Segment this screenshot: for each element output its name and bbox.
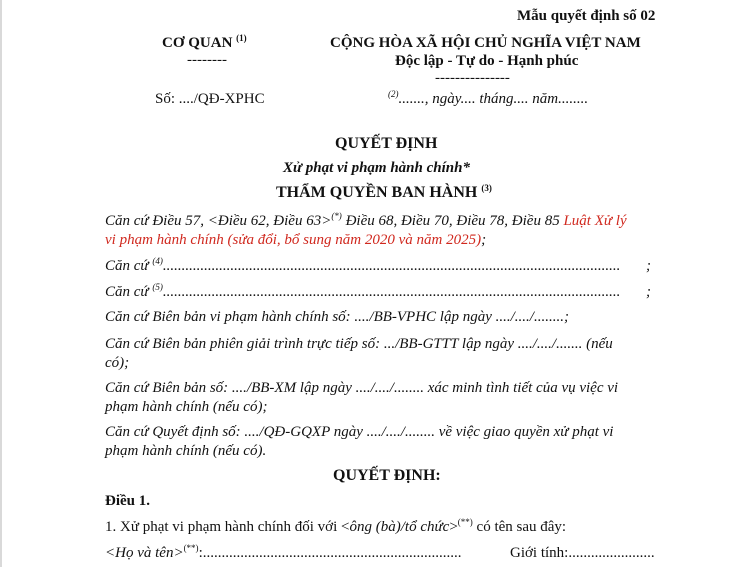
authority-footnote: (3)	[481, 183, 492, 193]
basis-hearing-record-1: Căn cứ Biên bản phiên giải trình trực tiếp số: .../BB-GTTT lập ngày ..../..../....... (nếu	[105, 336, 613, 352]
item-1-close: >	[449, 519, 458, 535]
basis-articles-cont: Điều 68, Điều 70, Điều 78, Điều 85	[341, 213, 564, 229]
item-1-text: 1. Xử phạt vi phạm hành chính đối với <	[105, 519, 350, 535]
item-1-tail: có tên sau đây:	[472, 519, 567, 535]
basis-4-dots: ..........................................................................................................................	[162, 258, 621, 274]
agency-name: CƠ QUAN	[162, 35, 233, 51]
title-main: QUYẾT ĐỊNH	[335, 135, 438, 152]
gender-dots: .......................	[568, 545, 655, 561]
basis-5	[105, 284, 620, 301]
decision-heading: QUYẾT ĐỊNH:	[333, 467, 441, 484]
basis-4-footnote: (4)	[152, 256, 163, 266]
agency-footnote: (1)	[236, 33, 247, 43]
page-left-edge	[0, 0, 2, 567]
item-1-footnote: (**)	[457, 517, 473, 527]
date-text: ......., ngày.... tháng.... năm........	[398, 91, 589, 107]
basis-hearing-record-2: có);	[105, 355, 130, 371]
article-1-item-1	[105, 519, 566, 536]
title-sub: Xử phạt vi phạm hành chính*	[283, 160, 470, 176]
item-1-subject: ông (bà)/tổ chức	[349, 519, 450, 535]
decision-number: Số: ..../QĐ-XPHC	[155, 91, 265, 107]
basis-delegation-decision-2: phạm hành chính (nếu có).	[105, 443, 267, 459]
gender-label: Giới tính:	[510, 545, 569, 561]
motto: Độc lập - Tự do - Hạnh phúc	[395, 53, 579, 69]
date-footnote: (2)	[388, 89, 399, 99]
basis-articles: Căn cứ Điều 57, <Điều 62, Điều 63>	[105, 213, 332, 229]
name-line	[105, 545, 461, 562]
authority-text: THẨM QUYỀN BAN HÀNH	[276, 184, 478, 201]
basis-footnote: (*)	[331, 211, 342, 221]
agency-dashes: --------	[187, 52, 227, 68]
basis-4	[105, 258, 620, 275]
agency-header	[162, 35, 247, 52]
law-name-part2: vi phạm hành chính (sửa đổi, bổ sung năm 2020 và năm 2025)	[105, 232, 482, 248]
basis-violation-record: Căn cứ Biên bản vi phạm hành chính số: ..../BB-VPHC lập ngày ..../..../........;	[105, 309, 569, 325]
basis-5-end: ;	[646, 284, 651, 300]
basis-verification-record-1: Căn cứ Biên bản số: ..../BB-XM lập ngày ..../..../........ xác minh tình tiết của vụ việc vi	[105, 380, 619, 396]
basis-4-end: ;	[646, 258, 651, 274]
name-dots: :.....................................................................	[198, 545, 462, 561]
basis-line-2	[105, 232, 486, 249]
motto-dashes: ---------------	[435, 70, 510, 86]
basis-5-dots: ..........................................................................................................................	[162, 284, 621, 300]
basis-verification-record-2: phạm hành chính (nếu có);	[105, 399, 268, 415]
law-name-end: ;	[481, 232, 487, 248]
date-line	[388, 91, 588, 108]
gender-field	[510, 545, 655, 562]
basis-delegation-decision-1: Căn cứ Quyết định số: ..../QĐ-GQXP ngày ..../..../........ về việc giao quyền xử phạt vi	[105, 424, 614, 440]
name-footnote: (**)	[183, 543, 199, 553]
form-label: Mẫu quyết định số 02	[517, 8, 656, 24]
name-label: <Họ và tên>	[105, 545, 184, 561]
basis-line-1	[105, 213, 627, 230]
basis-4-label: Căn cứ	[105, 258, 153, 274]
basis-5-label: Căn cứ	[105, 284, 153, 300]
country-name: CỘNG HÒA XÃ HỘI CHỦ NGHĨA VIỆT NAM	[330, 35, 641, 51]
article-1-heading: Điều 1.	[105, 493, 150, 509]
title-authority	[276, 184, 492, 202]
law-name-part1: Luật Xử lý	[563, 213, 627, 229]
basis-5-footnote: (5)	[152, 282, 163, 292]
